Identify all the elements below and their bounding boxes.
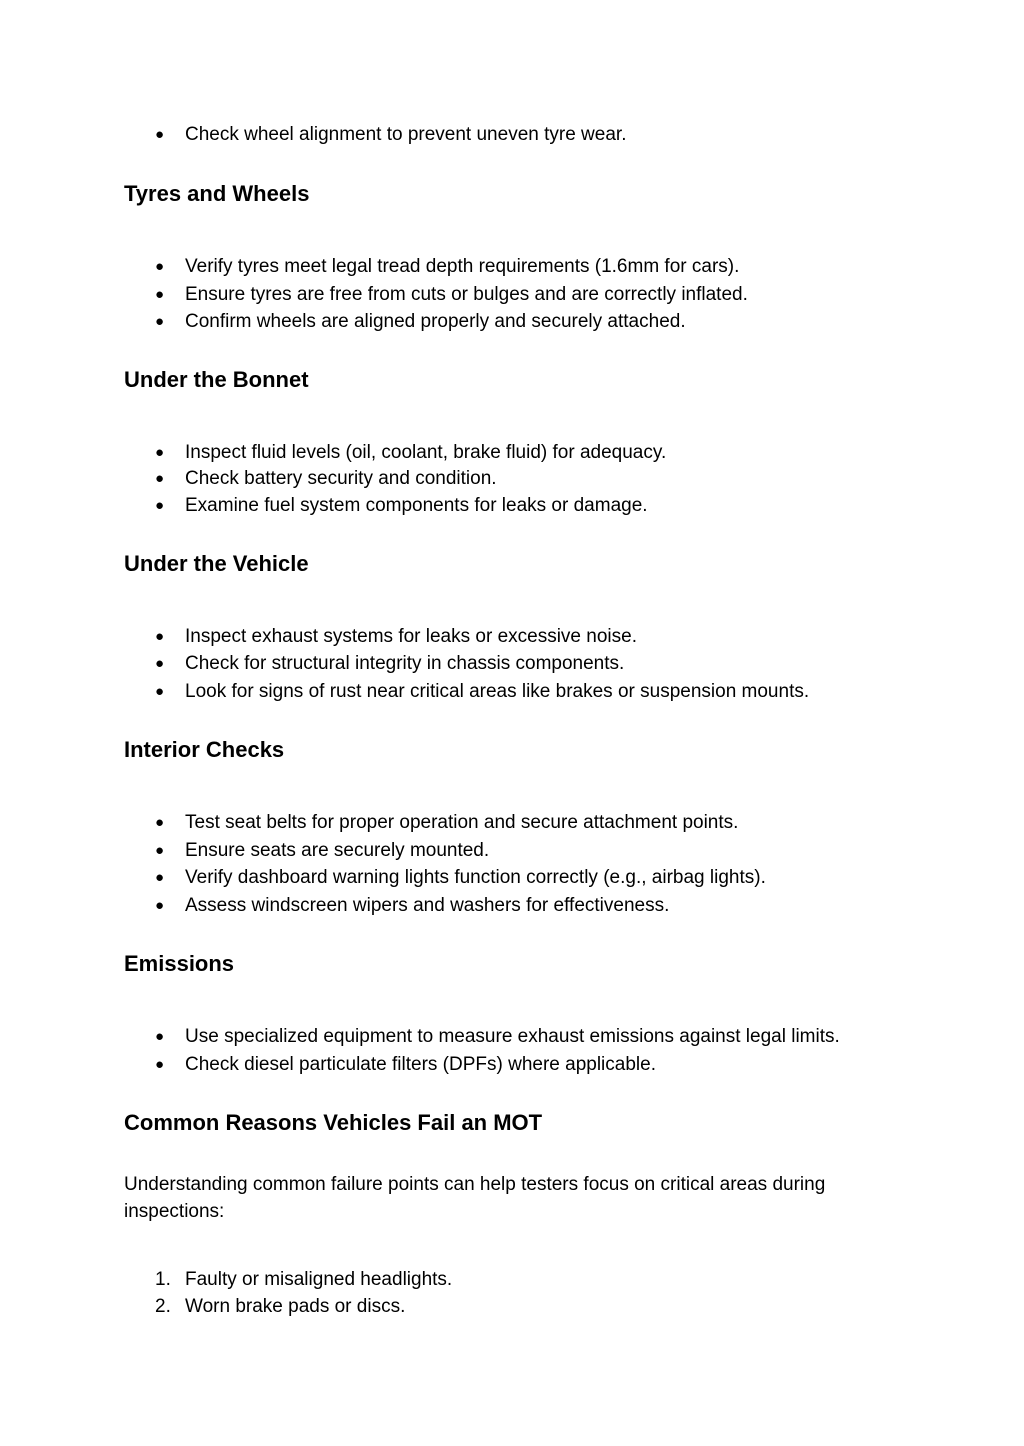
list-item-text: Verify tyres meet legal tread depth requirements (1.6mm for cars). — [185, 256, 740, 277]
number-marker: 1. — [155, 1269, 171, 1290]
list-item-text: Ensure tyres are free from cuts or bulges and are correctly inflated. — [185, 284, 748, 305]
bullet-marker: ● — [155, 1056, 165, 1073]
bullet-marker: ● — [155, 628, 165, 645]
bullet-marker: ● — [155, 497, 165, 514]
intro-paragraph: Understanding common failure points can help testers focus on critical areas during inspections: — [124, 1174, 826, 1222]
bullet-marker: ● — [155, 313, 165, 330]
bullet-marker: ● — [155, 258, 165, 275]
list-item-text: Check battery security and condition. — [185, 468, 497, 489]
bullet-marker: ● — [155, 1028, 165, 1045]
list-item-text: Use specialized equipment to measure exhaust emissions against legal limits. — [185, 1026, 840, 1047]
list-item-text: Verify dashboard warning lights function correctly (e.g., airbag lights). — [185, 867, 766, 888]
section-heading-common-reasons: Common Reasons Vehicles Fail an MOT — [124, 1110, 543, 1135]
list-item-text: Inspect fluid levels (oil, coolant, brake fluid) for adequacy. — [185, 442, 667, 463]
list-item-text: Worn brake pads or discs. — [185, 1296, 406, 1317]
bullet-marker: ● — [155, 683, 165, 700]
bullet-marker: ● — [155, 842, 165, 859]
list-item-text: Check wheel alignment to prevent uneven tyre wear. — [185, 124, 627, 145]
list-item-text: Test seat belts for proper operation and secure attachment points. — [185, 812, 739, 833]
bullet-marker: ● — [155, 814, 165, 831]
list-item-text: Inspect exhaust systems for leaks or excessive noise. — [185, 626, 637, 647]
section-heading-vehicle: Under the Vehicle — [124, 551, 309, 576]
list-item-text: Look for signs of rust near critical areas like brakes or suspension mounts. — [185, 681, 810, 702]
section-heading-tyres: Tyres and Wheels — [124, 181, 310, 206]
list-item-text: Faulty or misaligned headlights. — [185, 1269, 453, 1290]
bullet-marker: ● — [155, 126, 165, 143]
bullet-marker: ● — [155, 869, 165, 886]
number-marker: 2. — [155, 1296, 171, 1317]
list-item-text: Check diesel particulate filters (DPFs) where applicable. — [185, 1054, 656, 1075]
section-heading-emissions: Emissions — [124, 951, 235, 976]
bullet-marker: ● — [155, 286, 165, 303]
section-heading-interior: Interior Checks — [124, 737, 285, 762]
list-item-text: Examine fuel system components for leaks or damage. — [185, 495, 648, 516]
list-item-text: Assess windscreen wipers and washers for effectiveness. — [185, 895, 670, 916]
list-item-text: Check for structural integrity in chassis components. — [185, 653, 625, 674]
list-item-text: Confirm wheels are aligned properly and securely attached. — [185, 311, 686, 332]
section-heading-bonnet: Under the Bonnet — [124, 367, 309, 392]
bullet-marker: ● — [155, 897, 165, 914]
bullet-marker: ● — [155, 444, 165, 461]
bullet-marker: ● — [155, 655, 165, 672]
list-item-text: Ensure seats are securely mounted. — [185, 840, 490, 861]
bullet-marker: ● — [155, 470, 165, 487]
